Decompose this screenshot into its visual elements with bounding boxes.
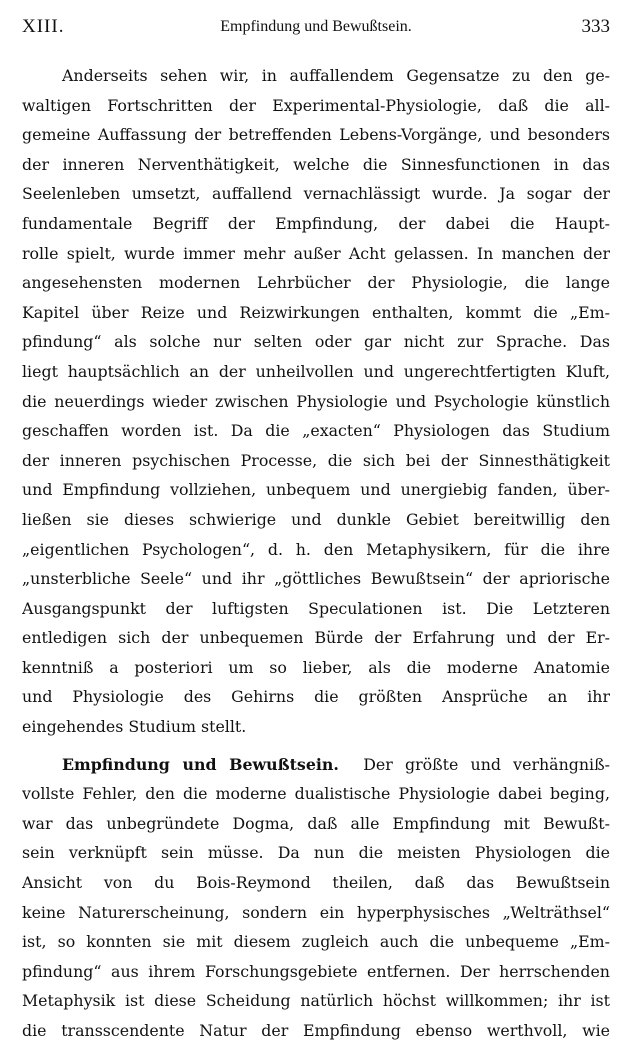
text-line: kenntniß a posteriori um so lieber, als die moderne Anatomie <box>22 657 610 677</box>
text-line: ist, so konnten sie mit diesem zugleich auch die unbequeme „Em- <box>22 932 610 952</box>
text-line: pfindung“ als solche nur selten oder gar nicht zur Sprache. Das <box>22 332 610 352</box>
text-line: angesehensten modernen Lehrbücher der Physiologie, die lange <box>22 273 610 293</box>
text-line: waltigen Fortschritten der Experimental-Physiologie, daß die all- <box>22 95 610 115</box>
text-line: liegt hauptsächlich an der unheilvollen und ungerechtfertigten Kluft, <box>22 361 610 381</box>
paragraph-1 <box>22 61 610 742</box>
text-line: die neuerdings wieder zwischen Physiologie und Psychologie künstlich <box>22 391 610 411</box>
text-line: gemeine Auffassung der betreffenden Lebens-Vorgänge, und besonders <box>22 125 610 145</box>
text-line: der inneren psychischen Processe, die sich bei der Sinnesthätigkeit <box>22 450 610 470</box>
text-line: sein verknüpft sein müsse. Da nun die meisten Physiologen die <box>22 843 610 863</box>
text-line: eingehendes Studium stellt. <box>22 717 247 737</box>
text-line: der inneren Nerventhätigkeit, welche die Sinnesfunctionen in das <box>22 154 610 174</box>
text-span: Der größte und verhängniß- <box>363 754 610 774</box>
text-line: Seelenleben umsetzt, auffallend vernachlässigt wurde. Ja sogar der <box>22 184 610 204</box>
page-body <box>22 61 610 1046</box>
text-line: keine Naturerscheinung, sondern ein hyperphysisches „Welträthsel“ <box>22 902 610 922</box>
text-line: „unsterbliche Seele“ und ihr „göttliches Bewußtsein“ der apriorische <box>22 569 610 589</box>
paragraph-2 <box>22 750 610 1046</box>
text-line: geschaffen worden ist. Da die „exacten“ Physiologen das Studium <box>22 421 610 441</box>
page-number: 333 <box>581 16 610 37</box>
text-line: die transscendente Natur der Empfindung ebenso werthvoll, wie <box>22 1021 610 1040</box>
text-line: entledigen sich der unbequemen Bürde der Erfahrung und der Er- <box>22 628 610 648</box>
section-run-in-heading: Empfindung und Bewußtsein. <box>62 754 339 774</box>
text-line: Metaphysik ist diese Scheidung natürlich höchst willkommen; ihr ist <box>22 991 610 1011</box>
text-line: Anderseits sehen wir, in auffallendem Gegensatze zu den ge- <box>62 66 610 85</box>
text-line: Ansicht von du Bois-Reymond theilen, daß das Bewußtsein <box>22 873 610 893</box>
running-header <box>22 16 610 44</box>
running-title: Empfindung und Bewußtsein. <box>220 18 412 35</box>
text-line: und Physiologie des Gehirns die größten Ansprüche an ihr <box>22 687 610 707</box>
text-line: und Empfindung vollziehen, unbequem und unergiebig fanden, über- <box>22 480 610 500</box>
text-line: fundamentale Begriff der Empfindung, der dabei die Haupt- <box>22 213 610 233</box>
text-line: rolle spielt, wurde immer mehr außer Acht gelassen. In manchen der <box>22 243 610 263</box>
text-line: war das unbegründete Dogma, daß alle Empfindung mit Bewußt- <box>22 813 610 833</box>
text-line: pfindung“ aus ihrem Forschungsgebiete entfernen. Der herrschenden <box>22 961 610 981</box>
text-line: ließen sie dieses schwierige und dunkle Gebiet bereitwillig den <box>22 509 610 529</box>
chapter-number: XIII. <box>22 16 65 37</box>
text-line: vollste Fehler, den die moderne dualistische Physiologie dabei beging, <box>22 784 610 804</box>
text-line: Kapitel über Reize und Reizwirkungen enthalten, kommt die „Em- <box>22 302 610 322</box>
text-line: Ausgangspunkt der luftigsten Speculationen ist. Die Letzteren <box>22 598 610 618</box>
text-line: „eigentlichen Psychologen“, d. h. den Metaphysikern, für die ihre <box>22 539 610 559</box>
text-line <box>22 750 610 780</box>
